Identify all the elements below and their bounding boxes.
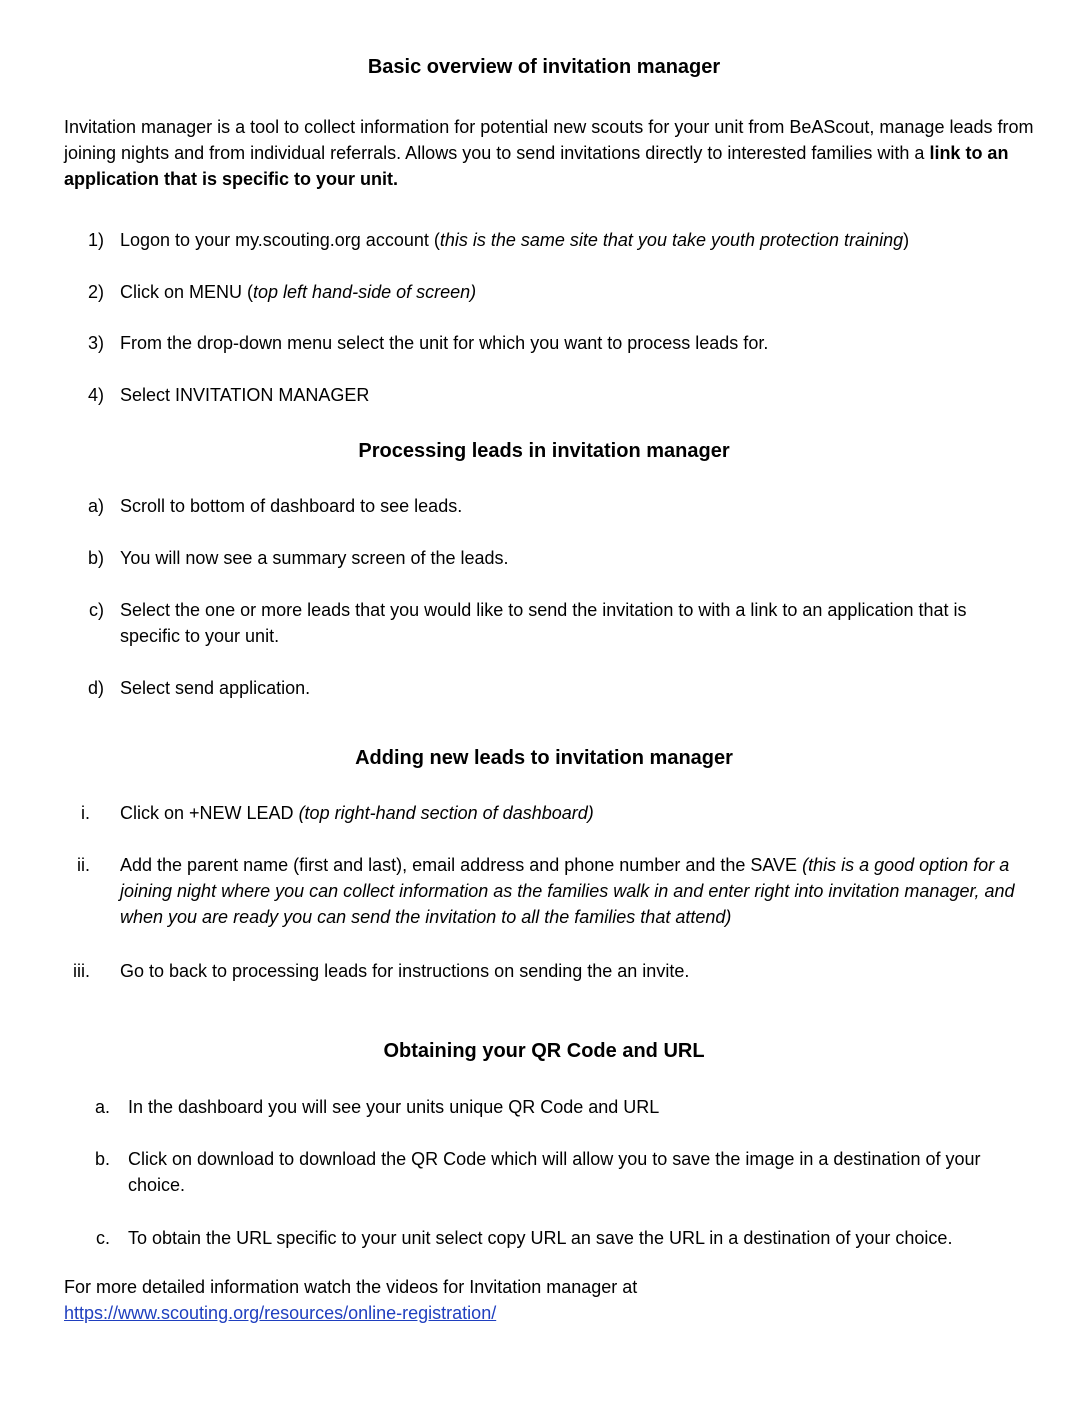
adding-text-plain: Add the parent name (first and last), email address and phone number and the SAVE — [120, 855, 803, 875]
footer-text: For more detailed information watch the videos for Invitation manager at — [64, 1277, 638, 1297]
step-text-italic: top left hand-side of screen) — [253, 282, 477, 302]
title-adding-leads: Adding new leads to invitation manager — [355, 747, 733, 769]
adding-text-italic: (this is a good option for a joining night where you can collect information as the families walk in and enter right into invitation manager, and when you are ready you can send the invitation to all the families that attend) — [120, 855, 1015, 927]
processing-text: You will now see a summary screen of the leads. — [120, 548, 509, 568]
processing-text: Select the one or more leads that you would like to send the invitation to with a link to an application that is specific to your unit. — [120, 600, 967, 646]
intro-text: Invitation manager is a tool to collect information for potential new scouts for your unit from BeAScout, manage leads from joining nights and from individual referrals. Allows you to send invitations directly to interested families with a — [64, 117, 1034, 163]
step-text-after: ) — [903, 230, 910, 250]
processing-marker: d) — [87, 678, 104, 698]
adding-marker: i. — [81, 803, 90, 823]
resources-link[interactable]: https://www.scouting.org/resources/online-registration/ — [64, 1303, 497, 1323]
footer — [64, 1274, 1024, 1326]
processing-text: Select send application. — [120, 678, 311, 698]
adding-marker: iii. — [73, 961, 90, 981]
step-text: Select INVITATION MANAGER — [120, 385, 370, 405]
step-marker: 1) — [87, 230, 104, 250]
title-basic-overview: Basic overview of invitation manager — [367, 56, 721, 78]
processing-text: Scroll to bottom of dashboard to see leads. — [120, 496, 463, 516]
intro-bold-text: link to an application that is specific to your unit. — [64, 143, 1009, 189]
title-qr-code: Obtaining your QR Code and URL — [383, 1040, 705, 1062]
qr-text: In the dashboard you will see your units unique QR Code and URL — [128, 1097, 660, 1117]
adding-text — [120, 852, 1020, 930]
processing-marker: b) — [87, 548, 104, 568]
step-marker: 4) — [87, 385, 104, 405]
qr-text: To obtain the URL specific to your unit select copy URL an save the URL in a destination of your choice. — [128, 1228, 953, 1248]
title-processing-leads: Processing leads in invitation manager — [358, 440, 730, 462]
processing-marker: c) — [89, 600, 104, 620]
adding-text: Go to back to processing leads for instructions on sending the an invite. — [120, 961, 690, 981]
qr-marker: c. — [95, 1228, 110, 1248]
step-text-plain: Logon to your my.scouting.org account ( — [120, 230, 440, 250]
qr-marker: b. — [94, 1149, 110, 1169]
qr-text: Click on download to download the QR Code which will allow you to save the image in a destination of your choice. — [128, 1149, 981, 1195]
processing-marker: a) — [87, 496, 104, 516]
adding-text-plain: Click on +NEW LEAD — [120, 803, 299, 823]
step-marker: 2) — [87, 282, 104, 302]
intro-paragraph — [64, 114, 1044, 192]
step-text-plain: Click on MENU ( — [120, 282, 254, 302]
step-text — [120, 279, 1040, 305]
qr-marker: a. — [94, 1097, 110, 1117]
adding-text — [120, 800, 1040, 826]
adding-text-italic: (top right-hand section of dashboard) — [298, 803, 594, 823]
step-text: From the drop-down menu select the unit for which you want to process leads for. — [120, 333, 769, 353]
step-text — [120, 227, 1040, 253]
step-text-italic: this is the same site that you take youth protection training — [439, 230, 904, 250]
adding-marker: ii. — [77, 855, 90, 875]
step-marker: 3) — [87, 333, 104, 353]
